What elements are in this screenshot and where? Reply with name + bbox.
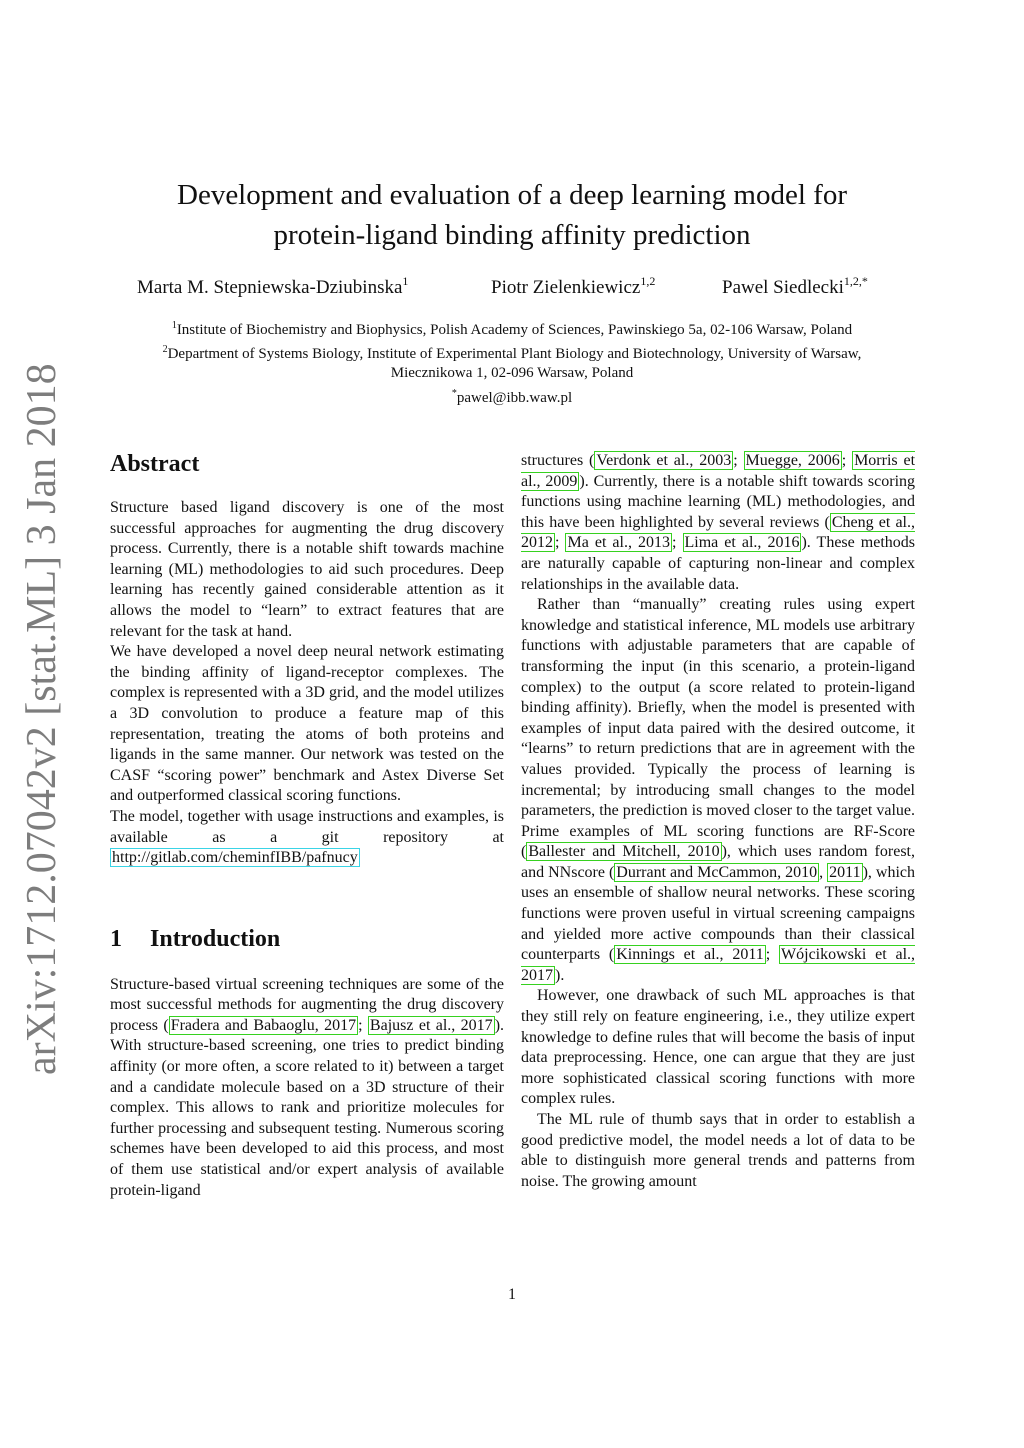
author-1: Marta M. Stepniewska-Dziubinska$^1$ <box>137 274 409 298</box>
introduction-paragraph-1: Structure-based virtual screening techniques are some of the most successful methods for augmenting the drug discovery process ( Fradera and Babaoglu, 2017 ; Bajusz et al., 2017 ). With structure-based screening, one tries to predict binding affinity (or more often, a score related to it) between a target and a candidate molecule based on a 3D structure of their complex. This allows to rank and prioritize molecules for further processing and subsequent testing. Numerous scoring schemes have been developed to aid this process, and most of them use statistical and/or expert analysis of available protein-ligand <box>110 975 505 1199</box>
citation-ballester[interactable]: Ballester and Mitchell, 2010 <box>528 843 720 861</box>
author-list <box>0 274 1024 300</box>
citation-verdonk[interactable]: Verdonk et al., 2003 <box>596 452 732 469</box>
abstract-paragraph-2: We have developed a novel deep neural network estimating the binding affinity of ligand-receptor complexes. The complex is represented with a 3D grid, and the model utilizes a 3D convolution to produce a feature map of this representation, treating the atoms of both proteins and ligands in the same manner. Our network was tested on the CASF “scoring power” benchmark and Astex Diverse Set and outperformed classical scoring functions. <box>110 643 504 805</box>
page-number: 1 <box>508 1286 516 1303</box>
repository-link[interactable]: http://gitlab.com/cheminfIBB/pafnucy <box>112 849 358 867</box>
author-3: Pawel Siedlecki$^{1,2,*}$ <box>722 274 868 298</box>
affiliation-2-address: Miecznikowa 1, 02-096 Warsaw, Poland <box>390 365 634 381</box>
title-line-2: protein-ligand binding affinity prediction <box>273 219 751 251</box>
right-column <box>521 451 915 1192</box>
citation-durrant-2010[interactable]: Durrant and McCammon, 2010 <box>616 863 818 881</box>
citation-kinnings[interactable]: Kinnings et al., 2011 <box>616 946 764 964</box>
intro-paragraph-3: However, one drawback of such ML approaches is that they still rely on feature engineering, i.e., they utilize expert knowledge to define rules that will become the basis of input data preprocessing. Hence, one can argue that they are just more sophisticated classical scoring functions with more complex rules. <box>521 987 915 1108</box>
affiliations <box>100 316 924 383</box>
citation-cheng[interactable]: Cheng et al., 2012 <box>521 513 916 552</box>
introduction-heading: 1 Introduction <box>110 925 281 952</box>
abstract-paragraph-1: Structure based ligand discovery is one of the most successful approaches for augmenting the drug discovery process. Currently, there is a notable shift towards machine learning (ML) methodologies to aid such procedures. Deep learning has recently gained considerable attention as it allows the model to “learn” to extract features that are relevant for the task at hand. <box>110 499 504 640</box>
citation-ma[interactable]: Ma et al., 2013 <box>567 534 671 552</box>
citation-wojcikowski[interactable]: Wójcikowski et al., 2017 <box>521 946 916 984</box>
citation-muegge[interactable]: Muegge, 2006 <box>745 452 840 469</box>
title-line-1: Development and evaluation of a deep learning model for <box>177 179 847 211</box>
intro-paragraph-2: Rather than “manually” creating rules using expert knowledge and statistical inference, ML models use arbitrary functions with adjustable parameters that are capable of transforming the input (in this scenario, a protein-ligand complex) to the output (a score related to protein-ligand binding affinity). Briefly, when the model is presented with examples of input data paired with the desired outcome, it “learns” to return predictions that are in agreement with the values provided. Typically the process of learning is incremental; by introducing small changes to the model parameters, the prediction is moved closer to the target value. Prime examples of ML scoring functions are RF-Score ( Ballester and Mitchell, 2010 ), which uses random forest, and NNscore ( Durrant and McCammon, 2010 , 2011 ), which uses an ensemble of shallow neural networks. These scoring functions were proven useful in virtual screening campaigns and yielded more active compounds than their classical counterparts ( Kinnings et al., 2011 ; Wójcikowski et al., 2017 ). <box>521 596 916 984</box>
citation-fradera[interactable]: Fradera and Babaoglu, 2017 <box>170 1016 357 1034</box>
intro-paragraph-4: The ML rule of thumb says that in order to establish a good predictive model, the model needs a lot of data to be able to distinguish more general trends and patterns from noise. The growing amount <box>521 1111 915 1190</box>
citation-durrant-2011[interactable]: 2011 <box>829 863 861 881</box>
abstract-heading: Abstract <box>110 451 200 477</box>
abstract-paragraph-3: The model, together with usage instructions and examples, is available as a git repository at http://gitlab.com/cheminfIBB/pafnucy <box>110 807 504 867</box>
affiliation-2: $^2$Department of Systems Biology, Institute of Experimental Plant Biology and Biotechnology, University of Warsaw, <box>162 344 862 362</box>
left-column <box>110 450 504 1201</box>
intro-paragraph-1-continued: structures ( Verdonk et al., 2003 ; Muegge, 2006 ; Morris et al., 2009 ). Currently, there is a notable shift towards scoring functions using machine learning (ML) methodologies, and this have been highlighted by several reviews ( Cheng et al., 2012 ; Ma et al., 2013 ; Lima et al., 2016 ). These methods are naturally capable of capturing non-linear and complex relationships in the available data. <box>521 452 916 593</box>
corresponding-email: *pawel@ibb.waw.pl <box>451 388 573 406</box>
citation-morris[interactable]: Morris et al., 2009 <box>521 452 916 490</box>
citation-bajusz[interactable]: Bajusz et al., 2017 <box>369 1016 493 1034</box>
paper-title <box>100 175 924 255</box>
arxiv-identifier-stamp: arXiv:1712.07042v2 [stat.ML] 3 Jan 2018 <box>19 363 65 1075</box>
affiliation-1: $^1$Institute of Biochemistry and Biophysics, Polish Academy of Sciences, Pawinskiego 5a, 02-106 Warsaw, Poland <box>171 320 853 338</box>
citation-lima[interactable]: Lima et al., 2016 <box>684 534 800 552</box>
author-2: Piotr Zielenkiewicz$^{1,2}$ <box>491 274 656 298</box>
